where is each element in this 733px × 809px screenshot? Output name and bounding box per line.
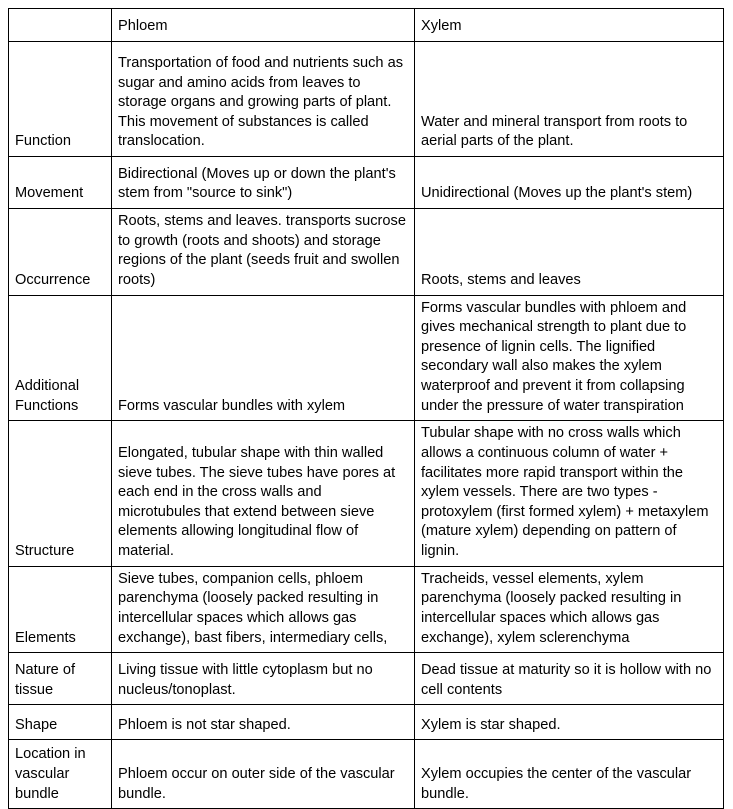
header-cell-xylem: Xylem <box>415 9 724 42</box>
cell-xylem-movement: Unidirectional (Moves up the plant's stem) <box>415 157 724 209</box>
row-label-location-in-vascular-bundle: Location in vascular bundle <box>9 740 112 809</box>
table-header-row <box>9 9 724 42</box>
table-row <box>9 740 724 809</box>
cell-xylem-nature-of-tissue: Dead tissue at maturity so it is hollow with no cell contents <box>415 653 724 705</box>
cell-xylem-additional-functions: Forms vascular bundles with phloem and gives mechanical strength to plant due to presence of lignin cells. The lignified secondary wall also makes the xylem waterproof and prevent it from collapsing under the pressure of water transpiration <box>415 295 724 421</box>
cell-phloem-shape: Phloem is not star shaped. <box>112 705 415 740</box>
table-row <box>9 705 724 740</box>
row-label-elements: Elements <box>9 566 112 653</box>
row-label-nature-of-tissue: Nature of tissue <box>9 653 112 705</box>
header-cell-blank <box>9 9 112 42</box>
table-row <box>9 421 724 566</box>
row-label-occurrence: Occurrence <box>9 209 112 296</box>
cell-phloem-structure: Elongated, tubular shape with thin walled sieve tubes. The sieve tubes have pores at each end in the cross walls and microtubules that extend between sieve elements allowing longitudinal flow of material. <box>112 421 415 566</box>
cell-phloem-occurrence: Roots, stems and leaves. transports sucrose to growth (roots and shoots) and storage regions of the plant (seeds fruit and swollen roots) <box>112 209 415 296</box>
table-row <box>9 653 724 705</box>
row-label-additional-functions: Additional Functions <box>9 295 112 421</box>
row-label-shape: Shape <box>9 705 112 740</box>
table-row <box>9 295 724 421</box>
cell-phloem-location-in-vascular-bundle: Phloem occur on outer side of the vascular bundle. <box>112 740 415 809</box>
cell-xylem-location-in-vascular-bundle: Xylem occupies the center of the vascular bundle. <box>415 740 724 809</box>
table-row <box>9 42 724 157</box>
table-row <box>9 157 724 209</box>
row-label-function: Function <box>9 42 112 157</box>
cell-xylem-shape: Xylem is star shaped. <box>415 705 724 740</box>
cell-phloem-elements: Sieve tubes, companion cells, phloem parenchyma (loosely packed resulting in intercellular spaces which allows gas exchange), bast fibers, intermediary cells, <box>112 566 415 653</box>
cell-xylem-elements: Tracheids, vessel elements, xylem parenchyma (loosely packed resulting in intercellular spaces which allows gas exchange), xylem sclerenchyma <box>415 566 724 653</box>
phloem-xylem-comparison-table <box>8 8 724 809</box>
row-label-structure: Structure <box>9 421 112 566</box>
cell-xylem-structure: Tubular shape with no cross walls which allows a continuous column of water + facilitates more rapid transport within the xylem vessels. There are two types - protoxylem (first formed xylem) + metaxylem (mature xylem) depending on pattern of lignin. <box>415 421 724 566</box>
cell-xylem-function: Water and mineral transport from roots to aerial parts of the plant. <box>415 42 724 157</box>
cell-phloem-additional-functions: Forms vascular bundles with xylem <box>112 295 415 421</box>
comparison-table-wrapper <box>8 8 723 809</box>
table-row <box>9 209 724 296</box>
cell-phloem-nature-of-tissue: Living tissue with little cytoplasm but no nucleus/tonoplast. <box>112 653 415 705</box>
cell-phloem-function: Transportation of food and nutrients such as sugar and amino acids from leaves to storage organs and growing parts of plant. This movement of substances is called translocation. <box>112 42 415 157</box>
cell-xylem-occurrence: Roots, stems and leaves <box>415 209 724 296</box>
cell-phloem-movement: Bidirectional (Moves up or down the plant's stem from "source to sink") <box>112 157 415 209</box>
table-row <box>9 566 724 653</box>
row-label-movement: Movement <box>9 157 112 209</box>
header-cell-phloem: Phloem <box>112 9 415 42</box>
